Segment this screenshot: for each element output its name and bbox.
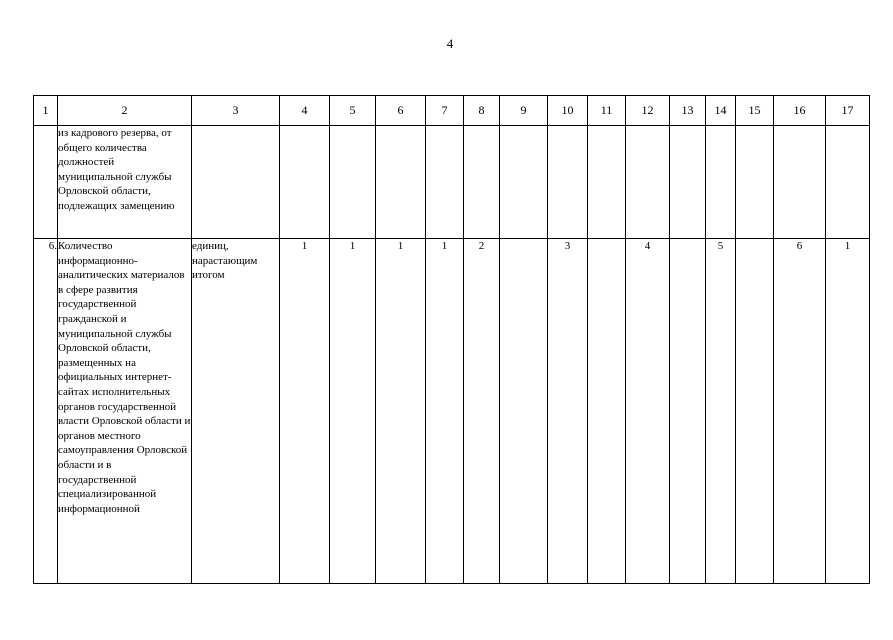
column-header: 1 xyxy=(34,96,58,126)
value-cell xyxy=(626,126,670,239)
column-header: 11 xyxy=(588,96,626,126)
column-header: 9 xyxy=(500,96,548,126)
value-cell xyxy=(588,126,626,239)
value-cell xyxy=(670,239,706,584)
unit-cell xyxy=(192,126,280,239)
value-cell xyxy=(426,126,464,239)
value-cell: 1 xyxy=(826,239,870,584)
value-cell: 4 xyxy=(626,239,670,584)
value-cell xyxy=(774,126,826,239)
column-header: 16 xyxy=(774,96,826,126)
column-header: 17 xyxy=(826,96,870,126)
column-header: 5 xyxy=(330,96,376,126)
value-cell: 5 xyxy=(706,239,736,584)
column-header: 13 xyxy=(670,96,706,126)
column-header: 2 xyxy=(58,96,192,126)
value-cell: 6 xyxy=(774,239,826,584)
value-cell xyxy=(280,126,330,239)
value-cell xyxy=(464,126,500,239)
column-header: 3 xyxy=(192,96,280,126)
column-header: 8 xyxy=(464,96,500,126)
value-cell: 3 xyxy=(548,239,588,584)
indicator-name: из кадрового резерва, от общего количества должностей муниципальной службы Орловской области, подлежащих замещению xyxy=(58,126,192,239)
column-header: 10 xyxy=(548,96,588,126)
row-number xyxy=(34,126,58,239)
column-header: 12 xyxy=(626,96,670,126)
column-header: 15 xyxy=(736,96,774,126)
page-number: 4 xyxy=(446,36,454,51)
value-cell: 2 xyxy=(464,239,500,584)
value-cell xyxy=(548,126,588,239)
table-header-row xyxy=(34,96,870,126)
value-cell xyxy=(500,126,548,239)
value-cell xyxy=(588,239,626,584)
value-cell xyxy=(500,239,548,584)
indicator-name: Количество информационно-аналитических материалов в сфере развития государственной гражданской и муниципальной службы Орловской области, размещенных на официальных интернет-сайтах исполнительных органов государственной власти Орловской области и органов местного самоуправления Орловской области и в государственной специализированной информационной xyxy=(58,239,192,584)
value-cell xyxy=(736,239,774,584)
value-cell xyxy=(670,126,706,239)
indicators-table xyxy=(33,95,870,584)
table-row xyxy=(34,239,870,584)
column-header: 4 xyxy=(280,96,330,126)
unit-cell: единиц, нарастающим итогом xyxy=(192,239,280,584)
row-number: 6. xyxy=(34,239,58,584)
value-cell xyxy=(706,126,736,239)
column-header: 6 xyxy=(376,96,426,126)
column-header: 7 xyxy=(426,96,464,126)
value-cell: 1 xyxy=(376,239,426,584)
value-cell xyxy=(736,126,774,239)
column-header: 14 xyxy=(706,96,736,126)
value-cell xyxy=(376,126,426,239)
value-cell xyxy=(330,126,376,239)
table-row xyxy=(34,126,870,239)
value-cell: 1 xyxy=(426,239,464,584)
value-cell: 1 xyxy=(330,239,376,584)
value-cell xyxy=(826,126,870,239)
value-cell: 1 xyxy=(280,239,330,584)
